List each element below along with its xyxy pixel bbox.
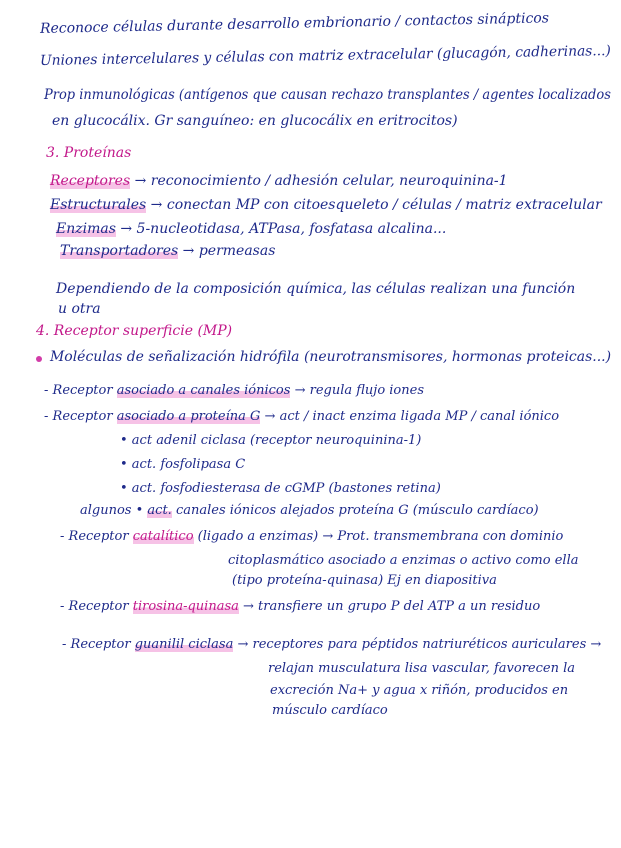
protein-transporters-desc: → permeasas [182, 243, 276, 259]
receptor-tyrosine-kinase-desc: → transfiere un grupo P del ATP a un residuo [243, 599, 541, 614]
g-protein-sub-ion-channels [80, 502, 539, 520]
protein-transporters-row [60, 242, 275, 260]
note-line-immuno: Prop inmunológicas (antígenos que causan rechazo transplantes / agentes localizados [44, 87, 611, 103]
protein-receptors-row [50, 172, 508, 190]
note-line-junctions: Uniones intercelulares y células con matriz extracelular (glucagón, cadherinas...) [39, 43, 612, 69]
protein-transporters-term: Transportadores [60, 243, 179, 259]
protein-structural-term: Estructurales [50, 197, 147, 213]
g-protein-sub-phospholipase: • act. fosfolipasa C [120, 457, 246, 472]
receptor-catalytic-row [60, 528, 563, 546]
heading-proteins: 3. Proteínas [46, 145, 132, 161]
receptor-guanylyl-cyclase-term: guanilil ciclasa [134, 637, 234, 652]
heading-surface-receptor: 4. Receptor superficie (MP) [36, 323, 233, 339]
receptor-tyrosine-kinase-term: tirosina-quinasa [132, 599, 239, 614]
receptor-guanylyl-cyclase-row [62, 636, 601, 654]
bullet-dot [36, 356, 42, 362]
protein-enzymes-row [56, 220, 446, 238]
protein-enzymes-desc: → 5-nucleotidasa, ATPasa, fosfatasa alcalina... [120, 221, 447, 237]
note-line-signaling: Moléculas de señalización hidrófila (neurotransmisores, hormonas proteicas...) [50, 349, 612, 365]
receptor-label: - Receptor [44, 383, 113, 398]
receptor-label: - Receptor [60, 529, 129, 544]
g-protein-sub-highlight: act. [147, 503, 172, 518]
receptor-g-protein-desc: → act / inact enzima ligada MP / canal iónico [264, 409, 560, 424]
receptor-label: - Receptor [44, 409, 113, 424]
receptor-label: - Receptor [62, 637, 131, 652]
receptor-label: - Receptor [60, 599, 129, 614]
receptor-guanylyl-cyclase-desc: → receptores para péptidos natriuréticos auriculares → [237, 637, 602, 652]
receptor-tyrosine-kinase-row [60, 598, 540, 616]
catalytic-line-2: citoplasmático asociado a enzimas o activo como ella [228, 553, 579, 568]
guanylyl-line-4: músculo cardíaco [272, 703, 388, 718]
protein-structural-row [50, 196, 602, 214]
protein-receptors-desc: → reconocimiento / adhesión celular, neuroquinina-1 [134, 173, 508, 189]
receptor-catalytic-term: catalítico [132, 529, 194, 544]
g-protein-sub-adenylyl: • act adenil ciclasa (receptor neuroquinina-1) [120, 433, 422, 448]
note-line-composition: Dependiendo de la composición química, las células realizan una función [56, 281, 576, 297]
g-protein-sub-phosphodiesterase: • act. fosfodiesterasa de cGMP (bastones retina) [120, 481, 441, 496]
protein-enzymes-term: Enzimas [56, 221, 116, 237]
guanylyl-line-3: excreción Na+ y agua x riñón, producidos en [270, 683, 569, 698]
catalytic-line-3: (tipo proteína-quinasa) Ej en diapositiva [232, 573, 497, 588]
receptor-g-protein-row [44, 408, 559, 426]
protein-receptors-term: Receptores [50, 173, 131, 189]
receptor-ion-channel-row [44, 382, 424, 400]
note-line-embryo: Reconoce células durante desarrollo embrionario / contactos sinápticos [39, 10, 550, 37]
g-protein-sub-prefix: algunos • [80, 503, 144, 518]
receptor-g-protein-term: asociado a proteína G [116, 409, 261, 424]
note-line-other: u otra [58, 301, 101, 317]
guanylyl-line-2: relajan musculatura lisa vascular, favorecen la [268, 661, 576, 676]
receptor-catalytic-desc: (ligado a enzimas) → Prot. transmembrana con dominio [197, 529, 564, 544]
note-line-glycocalyx: en glucocálix. Gr sanguíneo: en glucocálix en eritrocitos) [52, 113, 458, 129]
protein-structural-desc: → conectan MP con citoesqueleto / células / matriz extracelular [150, 197, 602, 213]
receptor-ion-channel-term: asociado a canales iónicos [116, 383, 291, 398]
g-protein-sub-desc: canales iónicos alejados proteína G (músculo cardíaco) [175, 503, 539, 518]
receptor-ion-channel-desc: → regula flujo iones [294, 383, 425, 398]
